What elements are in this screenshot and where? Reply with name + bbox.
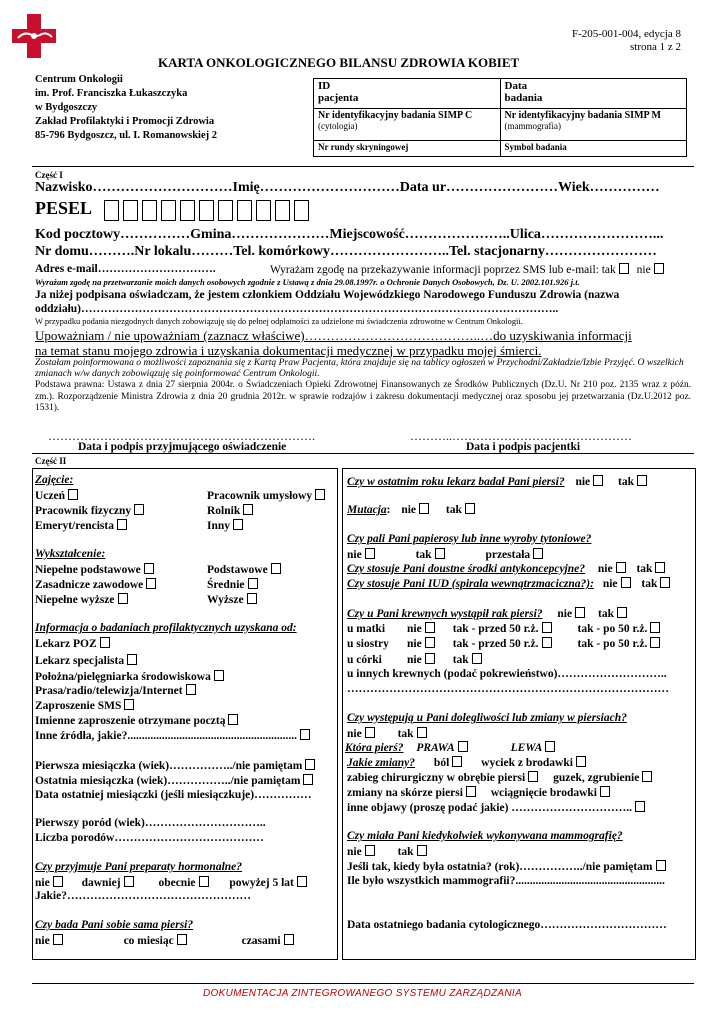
job-manual-checkbox[interactable] <box>134 504 144 515</box>
last-cytology[interactable]: Data ostatniego badania cytologicznego…………………………… <box>347 919 667 931</box>
discharge-checkbox[interactable] <box>576 756 586 767</box>
self-exam-options <box>35 934 294 947</box>
last-period-age <box>35 774 313 787</box>
job-other-checkbox[interactable] <box>233 519 243 530</box>
hormones-current-label: obecnie <box>158 877 196 889</box>
mother-after50-label: tak - po 50 r.ż. <box>577 623 648 635</box>
cytology-cell[interactable] <box>314 109 501 141</box>
job-other-label: Inny <box>207 520 231 532</box>
skin-row <box>347 786 610 799</box>
cytology-sub: (cytologia) <box>318 121 358 131</box>
hormones-question: Czy przyjmuje Pani preparaty hormonalne? <box>35 861 243 873</box>
smoking-yes-checkbox[interactable] <box>435 548 445 559</box>
contraceptive-label: Czy stosuje Pani doustne środki antykoncepcyjne? <box>347 563 585 575</box>
daughter-row <box>347 653 482 666</box>
info-gp <box>35 637 110 650</box>
email-field[interactable]: Adres e-mail…………………………. <box>35 263 216 275</box>
mother-label: u matki <box>347 623 386 635</box>
mammography-count[interactable]: Ile było wszystkich mammografii?.................................................... <box>347 875 665 887</box>
doc-page: strona 1 z 2 <box>629 41 681 53</box>
institution-line: im. Prof. Franciszka Łukaszczyka <box>35 88 188 99</box>
mother-before50-checkbox[interactable] <box>542 622 552 633</box>
mammography-cell[interactable] <box>500 109 687 141</box>
breast-right-label: PRAWA <box>416 742 455 754</box>
daughter-yes-checkbox[interactable] <box>472 653 482 664</box>
surgery-row <box>347 771 652 784</box>
info-mail <box>35 714 238 727</box>
signature-left-caption: Data i podpis przyjmującego oświadczenie <box>78 441 287 453</box>
institution-line: 85-796 Bydgoszcz, ul. I. Romanowskiej 2 <box>35 130 218 141</box>
symptoms-question: Czy występują u Pani dolegliwości lub zmiany w piersiach? <box>347 712 627 724</box>
pesel-digit[interactable] <box>123 200 138 221</box>
mutation-yes-checkbox[interactable] <box>465 503 475 514</box>
breast-left-label: LEWA <box>510 742 543 754</box>
symptoms-no-checkbox[interactable] <box>365 727 375 738</box>
first-birth[interactable]: Pierwszy poród (wiek)………………………….. <box>35 817 266 829</box>
mutation-yes-label: tak <box>445 504 462 516</box>
contraceptive-q <box>347 562 665 575</box>
cytology-label: Nr identyfikacyjny badania SIMP C <box>318 110 473 121</box>
hormones-which[interactable]: Jakie?………………………………………… <box>35 890 251 902</box>
pain-checkbox[interactable] <box>452 756 462 767</box>
part2-label: Część II <box>35 456 67 466</box>
pesel-digit[interactable] <box>218 200 233 221</box>
doctor-exam-yes-label: tak <box>618 476 635 488</box>
edu-incomplete-primary-checkbox[interactable] <box>144 563 154 574</box>
rodo-consent: Wyrażam zgodę na przetwarzanie moich danych osobowych zgodnie z Ustawą z dnia 29.08.1997r. o Ochronie Danych Osobowych, Dz. U. 2002.101.926 j.t. <box>35 277 580 287</box>
sister-before50-label: tak - przed 50 r.ż. <box>452 638 539 650</box>
hormones-past-checkbox[interactable] <box>124 876 134 887</box>
last-period-age-checkbox[interactable] <box>303 774 313 785</box>
date-cell[interactable] <box>500 79 687 109</box>
edu-incomplete-primary-label: Niepełne podstawowe <box>35 564 141 576</box>
mammography-answer <box>347 845 427 858</box>
sister-no-checkbox[interactable] <box>425 637 435 648</box>
info-other <box>35 729 310 742</box>
contact-row[interactable]: Nr domu……….Nr lokalu………Tel. komórkowy……………………..Tel. stacjonarny…………………… <box>35 244 657 259</box>
pesel-digit[interactable] <box>237 200 252 221</box>
sms-consent-label: Wyrażam zgodę na przekazywanie informacji poprzez SMS lub e-mail: tak <box>270 264 616 276</box>
authorization-line2: na temat stanu mojego zdrowia i uzyskania dokumentacji medycznej w przypadku mojej śmierci. <box>35 343 542 358</box>
edu-primary-label: Podstawowe <box>207 564 268 576</box>
contraceptive-no-checkbox[interactable] <box>616 562 626 573</box>
info-sms <box>35 699 134 712</box>
job-office-checkbox[interactable] <box>315 489 325 500</box>
info-specialist-label: Lekarz specjalista <box>35 655 125 667</box>
edu-vocational-label: Zasadnicze zawodowe <box>35 579 144 591</box>
mammography-label: Nr identyfikacyjny badania SIMP M <box>504 110 661 121</box>
breast-right-checkbox[interactable] <box>458 741 468 752</box>
smoking-no-label: nie <box>347 549 362 561</box>
edu-incomplete-higher <box>35 593 128 606</box>
doc-code: F-205-001-004, edycja 8 <box>571 28 681 40</box>
pesel-row[interactable] <box>35 198 313 221</box>
footer-line <box>32 983 694 984</box>
doc-title: KARTA ONKOLOGICZNEGO BILANSU ZDROWIA KOBIET <box>158 55 520 70</box>
info-media <box>35 684 196 697</box>
family-history-q <box>347 607 627 620</box>
doctor-exam-label: Czy w ostatnim roku lekarz badał Pani piersi? <box>347 476 565 488</box>
symptoms-no-label: nie <box>347 728 362 740</box>
job-heading: Zajęcie: <box>35 474 74 486</box>
info-source-heading: Informacja o badaniach profilaktycznych uzyskana od: <box>35 622 297 634</box>
signature-left-line[interactable]: …………………………………………………………. <box>48 429 315 443</box>
mammography-yes-checkbox[interactable] <box>417 845 427 856</box>
daughter-label: u córki <box>347 654 382 666</box>
part1-label: Część I <box>35 170 63 180</box>
round-label: Nr rundy skryningowej <box>318 142 409 152</box>
job-student <box>35 489 78 502</box>
pesel-digit[interactable] <box>275 200 290 221</box>
breast-side <box>345 741 555 754</box>
pesel-digit[interactable] <box>199 200 214 221</box>
edu-higher-label: Wyższe <box>207 594 244 606</box>
pesel-digit[interactable] <box>294 200 309 221</box>
symptoms-answer <box>347 727 427 740</box>
sister-row <box>347 637 660 650</box>
pesel-digit[interactable] <box>161 200 176 221</box>
job-retired <box>35 519 127 532</box>
sms-consent <box>270 263 664 276</box>
self-exam-no-label: nie <box>35 935 50 947</box>
retraction-checkbox[interactable] <box>600 786 610 797</box>
family-history-label: Czy u Pani krewnych wystąpił rak piersi? <box>347 608 543 620</box>
hormones-options <box>35 876 307 889</box>
doctor-exam-no-checkbox[interactable] <box>593 475 603 486</box>
job-manual-label: Pracownik fizyczny <box>35 505 132 517</box>
skin-label: zmiany na skórze piersi <box>347 787 463 799</box>
nfz-declaration[interactable]: Ja niżej podpisana oświadczam, że jestem członkiem Oddziału Wojewódzkiego Narodowego Funduszu Zdrowia (nazwa oddziału)…………………………………………………………………………………………………………….. <box>35 289 620 315</box>
last-period-date[interactable]: Data ostatniej miesiączki (jeśli miesiączkuje)…………… <box>35 789 312 801</box>
mother-after50-checkbox[interactable] <box>650 622 660 633</box>
mother-no-checkbox[interactable] <box>425 622 435 633</box>
info-nurse <box>35 670 224 683</box>
sms-yes-checkbox[interactable] <box>619 263 629 274</box>
part1-divider <box>32 166 694 167</box>
sister-before50-checkbox[interactable] <box>542 637 552 648</box>
part2-left-column <box>32 468 338 960</box>
hormones-current-checkbox[interactable] <box>199 876 209 887</box>
self-exam-sometimes-checkbox[interactable] <box>284 934 294 945</box>
hormones-5y-checkbox[interactable] <box>297 876 307 887</box>
institution-line: w Bydgoszczy <box>35 102 98 113</box>
edu-incomplete-primary <box>35 563 154 576</box>
mother-row <box>347 622 660 635</box>
info-mail-checkbox[interactable] <box>228 714 238 725</box>
self-exam-no-checkbox[interactable] <box>53 934 63 945</box>
id-sub: pacjenta <box>318 92 359 104</box>
last-mammography <box>347 860 666 873</box>
edu-secondary-checkbox[interactable] <box>248 578 258 589</box>
info-other-label[interactable]: Inne źródła, jakie?........................................................... <box>35 730 297 742</box>
logo-cross <box>12 14 56 58</box>
edu-primary-checkbox[interactable] <box>271 563 281 574</box>
surgery-label: zabieg chirurgiczny w obrębie piersi <box>347 772 526 784</box>
part2-divider <box>32 453 694 454</box>
family-history-no-label: nie <box>557 608 573 620</box>
retraction-label: wciągnięcie brodawki <box>490 787 597 799</box>
mammography-question: Czy miała Pani kiedykolwiek wykonywana mammografię? <box>347 830 623 842</box>
family-history-yes-label: tak <box>597 608 614 620</box>
info-sms-label: Zaproszenie SMS <box>35 700 122 712</box>
daughter-no-checkbox[interactable] <box>425 653 435 664</box>
mutation-no-checkbox[interactable] <box>419 503 429 514</box>
smoking-quit-label: przestała <box>485 549 531 561</box>
smoking-no-checkbox[interactable] <box>365 548 375 559</box>
date-label: Data <box>504 80 528 92</box>
info-sms-checkbox[interactable] <box>124 699 134 710</box>
edu-incomplete-higher-checkbox[interactable] <box>118 593 128 604</box>
doctor-exam-yes-checkbox[interactable] <box>637 475 647 486</box>
smoking-options <box>347 548 543 561</box>
symptoms-yes-label: tak <box>397 728 414 740</box>
hormones-past-label: dawniej <box>81 877 121 889</box>
other-symptoms <box>347 801 645 814</box>
sister-no-label: nie <box>407 638 422 650</box>
doctor-exam-no-label: nie <box>575 476 591 488</box>
mammography-yes-label: tak <box>397 846 414 858</box>
family-history-no-checkbox[interactable] <box>575 607 585 618</box>
self-exam-monthly-label: co miesiąc <box>123 935 174 947</box>
iud-no-checkbox[interactable] <box>621 577 631 588</box>
last-mammography-checkbox[interactable] <box>656 860 666 871</box>
smoking-quit-checkbox[interactable] <box>533 548 543 559</box>
legal-basis: Podstawa prawna: Ustawa z dnia 27 sierpnia 2004r. o Świadczeniach Opieki Zdrowotnej Finansowanych ze Środków Publicznych (Dz.U. Nr 210 poz. 2135 wraz z późn. zm.). Rozporządzenie Ministra Zdrowia z dnia 20 grudnia 2012r. w sprawie rodzajów i zakresu dokumentacji medycznej oraz sposobu jej przetwarzania (Dz.U.2012 poz. 1531). <box>35 380 691 413</box>
job-student-checkbox[interactable] <box>68 489 78 500</box>
smoking-yes-label: tak <box>415 549 432 561</box>
other-symptoms-label[interactable]: inne objawy (proszę podać jakie) ………………………….. <box>347 802 633 814</box>
edu-secondary <box>207 578 258 591</box>
institution <box>35 73 217 143</box>
lump-label: guzek, zgrubienie <box>553 772 640 784</box>
info-nurse-label: Położna/pielęgniarka środowiskowa <box>35 671 211 683</box>
other-symptoms-checkbox[interactable] <box>635 801 645 812</box>
other-relatives-line[interactable]: ………………………………………………………………………… <box>347 683 669 695</box>
job-manual <box>35 504 144 517</box>
daughter-no-label: nie <box>407 654 422 666</box>
id-label: ID <box>318 80 331 92</box>
mutation-colon: : <box>386 504 391 516</box>
round-cell[interactable] <box>314 141 501 157</box>
job-student-label: Uczeń <box>35 490 66 502</box>
authorization-line1[interactable]: Upoważniam / nie upoważniam (zaznacz właściwe)…………………………………..…do uzyskiwania informacji <box>35 328 632 343</box>
hormones-no-checkbox[interactable] <box>53 876 63 887</box>
institution-line: Centrum Onkologii <box>35 74 123 85</box>
sister-label: u siostry <box>347 638 389 650</box>
pesel-digit[interactable] <box>256 200 271 221</box>
mutation-q <box>347 503 475 516</box>
info-specialist <box>35 654 137 667</box>
job-farmer <box>207 504 253 517</box>
edu-vocational <box>35 578 156 591</box>
sister-after50-label: tak - po 50 r.ż. <box>577 638 648 650</box>
info-other-checkbox[interactable] <box>300 729 310 740</box>
job-office-label: Pracownik umysłowy <box>207 490 313 502</box>
breast-left-checkbox[interactable] <box>545 741 555 752</box>
breast-side-label: Która pierś? <box>345 742 404 754</box>
symbol-cell[interactable] <box>500 141 687 157</box>
pesel-label: PESEL <box>35 198 93 218</box>
daughter-yes-label: tak <box>452 654 469 666</box>
first-period <box>35 759 315 772</box>
mutation-no-label: nie <box>401 504 417 516</box>
mammography-no-label: nie <box>347 846 362 858</box>
info-gp-checkbox[interactable] <box>100 637 110 648</box>
changes-row <box>347 756 586 769</box>
edu-higher-checkbox[interactable] <box>247 593 257 604</box>
symptoms-yes-checkbox[interactable] <box>417 727 427 738</box>
pesel-digit[interactable] <box>180 200 195 221</box>
sister-after50-checkbox[interactable] <box>650 637 660 648</box>
signature-right-caption: Data i podpis pacjentki <box>466 441 581 453</box>
mother-before50-label: tak - przed 50 r.ż. <box>452 623 539 635</box>
mammography-no-checkbox[interactable] <box>365 845 375 856</box>
iud-label: Czy stosuje Pani IUD (spirala wewnątrzmaciczna?): <box>347 578 594 590</box>
last-period-age-label[interactable]: Ostatnia miesiączka (wiek)……………../nie pamiętam <box>35 775 301 787</box>
lump-checkbox[interactable] <box>642 771 652 782</box>
id-table <box>313 78 687 157</box>
footer-text: DOKUMENTACJA ZINTEGROWANEGO SYSTEMU ZARZĄDZANIA <box>203 988 522 999</box>
edu-primary <box>207 563 281 576</box>
patient-rights-note: Zostałam poinformowana o możliwości zapoznania się z Kartą Praw Pacjenta, która znajduje się na tablicy ogłoszeń w Przychodni/Zakładzie/Izbie Przyjęć. O wszelkich zmianach w/w danych zobowiązuję się poinformować Centrum Onkologii. <box>35 357 684 379</box>
edu-higher <box>207 593 257 606</box>
job-retired-checkbox[interactable] <box>117 519 127 530</box>
births-count[interactable]: Liczba porodów………………………………… <box>35 832 264 844</box>
contraceptive-no-label: nie <box>597 563 613 575</box>
mammography-sub: (mammografia) <box>504 121 561 131</box>
job-farmer-checkbox[interactable] <box>243 504 253 515</box>
date-sub: badania <box>504 92 543 104</box>
education-heading: Wykształcenie: <box>35 548 106 560</box>
family-history-yes-checkbox[interactable] <box>617 607 627 618</box>
surgery-checkbox[interactable] <box>528 771 538 782</box>
job-other <box>207 519 243 532</box>
contraceptive-yes-checkbox[interactable] <box>655 562 665 573</box>
edu-secondary-label: Średnie <box>207 579 245 591</box>
mother-no-label: nie <box>407 623 422 635</box>
pesel-digit[interactable] <box>104 200 119 221</box>
mutation-label: Mutacja <box>347 504 387 516</box>
info-specialist-checkbox[interactable] <box>127 654 137 665</box>
info-nurse-checkbox[interactable] <box>214 670 224 681</box>
info-media-checkbox[interactable] <box>186 684 196 695</box>
first-period-label[interactable]: Pierwsza miesiączka (wiek)……………../nie pamiętam <box>35 760 303 772</box>
iud-no-label: nie <box>602 578 618 590</box>
address-row[interactable]: Kod pocztowy……………Gmina…………………Miejscowość…………………..Ulica……………………... <box>35 227 664 242</box>
last-mammography-label[interactable]: Jeśli tak, kiedy była ostatnia? (rok)……………../nie pamiętam <box>347 861 653 873</box>
doctor-exam-q <box>347 475 647 488</box>
info-mail-label: Imienne zaproszenie otrzymane pocztą <box>35 715 226 727</box>
sms-no-label: nie <box>636 264 651 276</box>
institution-line: Zakład Profilaktyki i Promocji Zdrowia <box>35 116 215 127</box>
job-office <box>207 489 325 502</box>
signature-right-line[interactable]: ………..……………………………………… <box>410 429 632 443</box>
edu-vocational-checkbox[interactable] <box>146 578 156 589</box>
job-retired-label: Emeryt/rencista <box>35 520 114 532</box>
skin-checkbox[interactable] <box>466 786 476 797</box>
pesel-digit[interactable] <box>142 200 157 221</box>
edu-incomplete-higher-label: Niepełne wyższe <box>35 594 115 606</box>
name-row[interactable]: Nazwisko…………………………Imię…………………………Data ur……………………Wiek…………… <box>35 180 660 195</box>
pain-label: ból <box>433 757 450 769</box>
nfz-note: W przypadku podania niezgodnych danych zobowiązuję się do pełnej odpłatności za udzielone mi świadczenia zdrowotne w Centrum Onkologii. <box>35 317 523 326</box>
iud-yes-label: tak <box>641 578 658 590</box>
symbol-label: Symbol badania <box>504 142 567 152</box>
info-media-label: Prasa/radio/telewizja/Internet <box>35 685 183 697</box>
sms-no-checkbox[interactable] <box>654 263 664 274</box>
contraceptive-yes-label: tak <box>636 563 653 575</box>
self-exam-sometimes-label: czasami <box>241 935 281 947</box>
part2-right-column <box>342 468 696 960</box>
id-cell[interactable] <box>314 79 501 109</box>
first-period-checkbox[interactable] <box>305 759 315 770</box>
hormones-no-label: nie <box>35 877 50 889</box>
info-gp-label: Lekarz POZ <box>35 638 97 650</box>
changes-label: Jakie zmiany? <box>347 757 416 769</box>
self-exam-question: Czy bada Pani sobie sama piersi? <box>35 919 194 931</box>
hormones-5y-label: powyżej 5 lat <box>229 877 294 889</box>
iud-q <box>347 577 670 590</box>
smoking-question: Czy pali Pani papierosy lub inne wyroby tytoniowe? <box>347 533 592 545</box>
discharge-label: wyciek z brodawki <box>481 757 573 769</box>
iud-yes-checkbox[interactable] <box>660 577 670 588</box>
other-relatives[interactable]: u innych krewnych (podać pokrewieństwo)……………………….. <box>347 668 667 680</box>
job-farmer-label: Rolnik <box>207 505 241 517</box>
self-exam-monthly-checkbox[interactable] <box>177 934 187 945</box>
